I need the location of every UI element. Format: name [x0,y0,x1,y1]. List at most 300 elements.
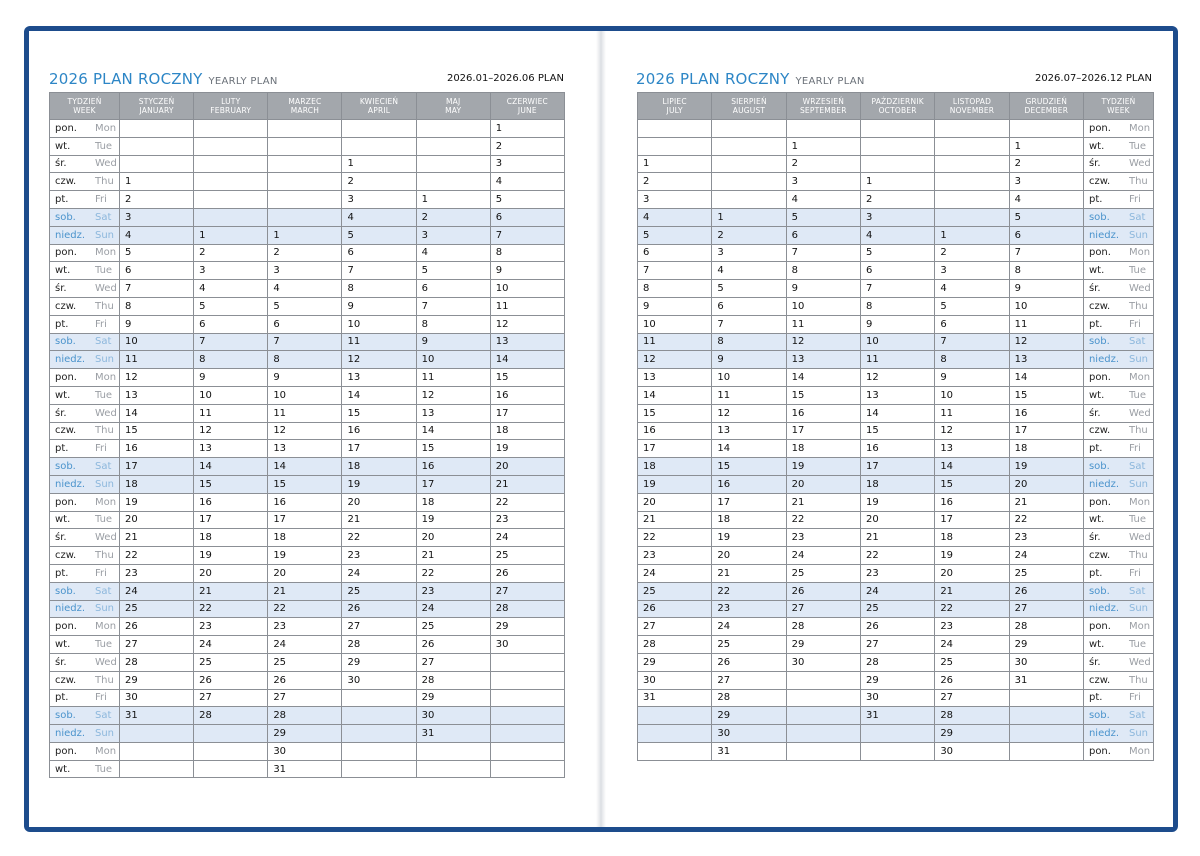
date-cell[interactable]: 9 [490,262,564,280]
date-cell[interactable]: 9 [268,369,342,387]
date-cell[interactable]: 2 [416,208,490,226]
date-cell[interactable] [342,760,416,778]
date-cell[interactable]: 9 [712,351,786,369]
date-cell[interactable] [712,137,786,155]
date-cell[interactable]: 3 [268,262,342,280]
date-cell[interactable]: 22 [120,547,194,565]
date-cell[interactable]: 5 [638,226,712,244]
date-cell[interactable] [935,191,1009,209]
date-cell[interactable]: 5 [1009,208,1083,226]
date-cell[interactable] [490,689,564,707]
date-cell[interactable]: 26 [268,671,342,689]
date-cell[interactable]: 10 [1009,297,1083,315]
date-cell[interactable]: 23 [712,600,786,618]
date-cell[interactable]: 22 [342,529,416,547]
date-cell[interactable] [268,191,342,209]
date-cell[interactable]: 26 [490,564,564,582]
date-cell[interactable] [1009,707,1083,725]
date-cell[interactable] [120,742,194,760]
date-cell[interactable]: 12 [786,333,860,351]
date-cell[interactable]: 17 [638,440,712,458]
date-cell[interactable]: 22 [786,511,860,529]
date-cell[interactable]: 18 [342,458,416,476]
date-cell[interactable]: 15 [786,386,860,404]
date-cell[interactable]: 11 [1009,315,1083,333]
date-cell[interactable]: 1 [1009,137,1083,155]
date-cell[interactable]: 25 [342,582,416,600]
date-cell[interactable]: 14 [712,440,786,458]
date-cell[interactable]: 1 [416,191,490,209]
date-cell[interactable] [860,137,934,155]
date-cell[interactable]: 18 [1009,440,1083,458]
date-cell[interactable]: 6 [786,226,860,244]
date-cell[interactable]: 31 [860,707,934,725]
date-cell[interactable]: 11 [416,369,490,387]
date-cell[interactable]: 3 [490,155,564,173]
date-cell[interactable] [935,208,1009,226]
date-cell[interactable]: 13 [120,386,194,404]
date-cell[interactable]: 21 [860,529,934,547]
date-cell[interactable]: 23 [490,511,564,529]
date-cell[interactable]: 7 [1009,244,1083,262]
date-cell[interactable]: 4 [416,244,490,262]
date-cell[interactable]: 24 [786,547,860,565]
date-cell[interactable]: 11 [120,351,194,369]
date-cell[interactable]: 30 [860,689,934,707]
date-cell[interactable]: 29 [416,689,490,707]
date-cell[interactable]: 18 [638,458,712,476]
date-cell[interactable]: 12 [342,351,416,369]
date-cell[interactable]: 25 [268,653,342,671]
date-cell[interactable]: 8 [1009,262,1083,280]
date-cell[interactable]: 29 [860,671,934,689]
date-cell[interactable]: 13 [416,404,490,422]
date-cell[interactable]: 4 [1009,191,1083,209]
date-cell[interactable] [120,137,194,155]
date-cell[interactable]: 22 [712,582,786,600]
date-cell[interactable]: 2 [268,244,342,262]
date-cell[interactable]: 15 [268,475,342,493]
date-cell[interactable] [786,120,860,138]
date-cell[interactable]: 23 [786,529,860,547]
date-cell[interactable] [194,191,268,209]
date-cell[interactable]: 13 [860,386,934,404]
date-cell[interactable]: 18 [786,440,860,458]
date-cell[interactable]: 24 [120,582,194,600]
date-cell[interactable]: 27 [416,653,490,671]
date-cell[interactable]: 3 [638,191,712,209]
date-cell[interactable]: 24 [342,564,416,582]
date-cell[interactable]: 9 [194,369,268,387]
date-cell[interactable]: 14 [120,404,194,422]
date-cell[interactable]: 5 [935,297,1009,315]
date-cell[interactable]: 13 [638,369,712,387]
date-cell[interactable]: 11 [935,404,1009,422]
date-cell[interactable]: 7 [120,280,194,298]
date-cell[interactable]: 19 [416,511,490,529]
date-cell[interactable] [786,689,860,707]
date-cell[interactable]: 8 [416,315,490,333]
date-cell[interactable] [120,120,194,138]
date-cell[interactable]: 6 [935,315,1009,333]
date-cell[interactable] [860,155,934,173]
date-cell[interactable] [342,137,416,155]
date-cell[interactable] [268,120,342,138]
date-cell[interactable]: 5 [120,244,194,262]
date-cell[interactable] [860,725,934,743]
date-cell[interactable]: 30 [268,742,342,760]
date-cell[interactable]: 28 [786,618,860,636]
date-cell[interactable]: 16 [712,475,786,493]
date-cell[interactable] [638,725,712,743]
date-cell[interactable]: 21 [416,547,490,565]
date-cell[interactable]: 5 [416,262,490,280]
date-cell[interactable]: 4 [268,280,342,298]
date-cell[interactable]: 11 [342,333,416,351]
date-cell[interactable]: 4 [342,208,416,226]
date-cell[interactable] [1009,742,1083,760]
date-cell[interactable] [268,173,342,191]
date-cell[interactable]: 6 [638,244,712,262]
date-cell[interactable]: 3 [712,244,786,262]
date-cell[interactable]: 30 [342,671,416,689]
date-cell[interactable]: 27 [712,671,786,689]
date-cell[interactable]: 2 [712,226,786,244]
date-cell[interactable] [712,191,786,209]
date-cell[interactable]: 17 [194,511,268,529]
date-cell[interactable]: 31 [120,707,194,725]
date-cell[interactable] [786,707,860,725]
date-cell[interactable]: 11 [786,315,860,333]
date-cell[interactable]: 29 [490,618,564,636]
date-cell[interactable] [342,725,416,743]
date-cell[interactable]: 4 [194,280,268,298]
date-cell[interactable]: 21 [1009,493,1083,511]
date-cell[interactable]: 10 [860,333,934,351]
date-cell[interactable]: 29 [1009,636,1083,654]
date-cell[interactable]: 20 [1009,475,1083,493]
date-cell[interactable]: 24 [194,636,268,654]
date-cell[interactable]: 6 [860,262,934,280]
date-cell[interactable] [860,120,934,138]
date-cell[interactable]: 21 [194,582,268,600]
date-cell[interactable]: 19 [638,475,712,493]
date-cell[interactable]: 12 [935,422,1009,440]
date-cell[interactable]: 7 [935,333,1009,351]
date-cell[interactable]: 13 [490,333,564,351]
date-cell[interactable]: 17 [268,511,342,529]
date-cell[interactable]: 14 [1009,369,1083,387]
date-cell[interactable]: 30 [120,689,194,707]
date-cell[interactable]: 10 [638,315,712,333]
date-cell[interactable]: 6 [416,280,490,298]
date-cell[interactable]: 24 [268,636,342,654]
date-cell[interactable]: 26 [638,600,712,618]
date-cell[interactable]: 9 [342,297,416,315]
date-cell[interactable]: 4 [490,173,564,191]
date-cell[interactable]: 16 [120,440,194,458]
date-cell[interactable]: 4 [638,208,712,226]
date-cell[interactable]: 17 [935,511,1009,529]
date-cell[interactable]: 14 [860,404,934,422]
date-cell[interactable]: 3 [786,173,860,191]
date-cell[interactable]: 9 [638,297,712,315]
date-cell[interactable]: 30 [490,636,564,654]
date-cell[interactable] [416,742,490,760]
date-cell[interactable]: 27 [194,689,268,707]
date-cell[interactable]: 29 [638,653,712,671]
date-cell[interactable]: 23 [268,618,342,636]
date-cell[interactable] [268,137,342,155]
date-cell[interactable] [194,120,268,138]
date-cell[interactable]: 24 [490,529,564,547]
date-cell[interactable]: 5 [786,208,860,226]
date-cell[interactable]: 25 [1009,564,1083,582]
date-cell[interactable]: 7 [194,333,268,351]
date-cell[interactable]: 14 [342,386,416,404]
date-cell[interactable]: 1 [860,173,934,191]
date-cell[interactable]: 28 [342,636,416,654]
date-cell[interactable]: 15 [1009,386,1083,404]
date-cell[interactable]: 25 [490,547,564,565]
date-cell[interactable] [194,742,268,760]
date-cell[interactable]: 28 [120,653,194,671]
date-cell[interactable]: 30 [935,742,1009,760]
date-cell[interactable]: 18 [120,475,194,493]
date-cell[interactable]: 28 [935,707,1009,725]
date-cell[interactable]: 5 [342,226,416,244]
date-cell[interactable]: 6 [268,315,342,333]
date-cell[interactable]: 28 [638,636,712,654]
date-cell[interactable]: 13 [1009,351,1083,369]
date-cell[interactable]: 22 [194,600,268,618]
date-cell[interactable]: 21 [935,582,1009,600]
date-cell[interactable] [1009,689,1083,707]
date-cell[interactable]: 27 [120,636,194,654]
date-cell[interactable]: 23 [194,618,268,636]
date-cell[interactable]: 31 [268,760,342,778]
date-cell[interactable] [638,120,712,138]
date-cell[interactable]: 22 [638,529,712,547]
date-cell[interactable]: 3 [120,208,194,226]
date-cell[interactable]: 24 [416,600,490,618]
date-cell[interactable]: 27 [490,582,564,600]
date-cell[interactable]: 29 [268,725,342,743]
date-cell[interactable]: 4 [120,226,194,244]
date-cell[interactable] [194,173,268,191]
date-cell[interactable]: 22 [935,600,1009,618]
date-cell[interactable]: 23 [416,582,490,600]
date-cell[interactable] [194,208,268,226]
date-cell[interactable]: 20 [935,564,1009,582]
date-cell[interactable]: 23 [638,547,712,565]
date-cell[interactable]: 18 [416,493,490,511]
date-cell[interactable] [1009,725,1083,743]
date-cell[interactable] [416,120,490,138]
date-cell[interactable]: 11 [268,404,342,422]
date-cell[interactable]: 4 [712,262,786,280]
date-cell[interactable]: 15 [342,404,416,422]
date-cell[interactable]: 8 [194,351,268,369]
date-cell[interactable]: 5 [194,297,268,315]
date-cell[interactable]: 27 [860,636,934,654]
date-cell[interactable]: 26 [712,653,786,671]
date-cell[interactable]: 31 [1009,671,1083,689]
date-cell[interactable]: 1 [638,155,712,173]
date-cell[interactable]: 15 [490,369,564,387]
date-cell[interactable]: 6 [194,315,268,333]
date-cell[interactable] [416,155,490,173]
date-cell[interactable]: 19 [490,440,564,458]
date-cell[interactable]: 11 [638,333,712,351]
date-cell[interactable]: 30 [1009,653,1083,671]
date-cell[interactable]: 3 [935,262,1009,280]
date-cell[interactable]: 16 [194,493,268,511]
date-cell[interactable]: 31 [416,725,490,743]
date-cell[interactable]: 14 [194,458,268,476]
date-cell[interactable]: 3 [860,208,934,226]
date-cell[interactable]: 17 [712,493,786,511]
date-cell[interactable]: 2 [860,191,934,209]
date-cell[interactable] [268,155,342,173]
date-cell[interactable]: 29 [342,653,416,671]
date-cell[interactable] [490,742,564,760]
date-cell[interactable]: 1 [268,226,342,244]
date-cell[interactable] [490,671,564,689]
date-cell[interactable]: 14 [638,386,712,404]
date-cell[interactable] [342,120,416,138]
date-cell[interactable]: 13 [712,422,786,440]
date-cell[interactable] [416,173,490,191]
date-cell[interactable]: 27 [935,689,1009,707]
date-cell[interactable]: 20 [120,511,194,529]
date-cell[interactable] [786,671,860,689]
date-cell[interactable]: 1 [120,173,194,191]
date-cell[interactable]: 1 [935,226,1009,244]
date-cell[interactable]: 16 [416,458,490,476]
date-cell[interactable]: 20 [194,564,268,582]
date-cell[interactable]: 28 [712,689,786,707]
date-cell[interactable] [638,707,712,725]
date-cell[interactable]: 2 [194,244,268,262]
date-cell[interactable] [638,137,712,155]
date-cell[interactable]: 18 [860,475,934,493]
date-cell[interactable]: 10 [712,369,786,387]
date-cell[interactable] [120,725,194,743]
date-cell[interactable] [416,760,490,778]
date-cell[interactable]: 7 [268,333,342,351]
date-cell[interactable]: 30 [712,725,786,743]
date-cell[interactable]: 9 [416,333,490,351]
date-cell[interactable]: 21 [786,493,860,511]
date-cell[interactable]: 17 [416,475,490,493]
date-cell[interactable]: 12 [860,369,934,387]
date-cell[interactable]: 15 [712,458,786,476]
date-cell[interactable]: 26 [194,671,268,689]
date-cell[interactable]: 25 [786,564,860,582]
date-cell[interactable]: 26 [935,671,1009,689]
date-cell[interactable]: 29 [712,707,786,725]
date-cell[interactable]: 12 [1009,333,1083,351]
date-cell[interactable]: 28 [416,671,490,689]
date-cell[interactable]: 13 [786,351,860,369]
date-cell[interactable]: 20 [638,493,712,511]
date-cell[interactable]: 19 [342,475,416,493]
date-cell[interactable]: 17 [120,458,194,476]
date-cell[interactable]: 2 [120,191,194,209]
date-cell[interactable]: 18 [268,529,342,547]
date-cell[interactable]: 8 [860,297,934,315]
date-cell[interactable]: 25 [194,653,268,671]
date-cell[interactable]: 15 [194,475,268,493]
date-cell[interactable]: 30 [416,707,490,725]
date-cell[interactable]: 29 [120,671,194,689]
date-cell[interactable]: 15 [935,475,1009,493]
date-cell[interactable] [712,155,786,173]
date-cell[interactable]: 7 [342,262,416,280]
date-cell[interactable]: 16 [860,440,934,458]
date-cell[interactable]: 27 [638,618,712,636]
date-cell[interactable]: 10 [194,386,268,404]
date-cell[interactable]: 25 [860,600,934,618]
date-cell[interactable]: 18 [194,529,268,547]
date-cell[interactable]: 9 [1009,280,1083,298]
date-cell[interactable]: 15 [860,422,934,440]
date-cell[interactable]: 25 [638,582,712,600]
date-cell[interactable] [120,155,194,173]
date-cell[interactable]: 19 [860,493,934,511]
date-cell[interactable]: 3 [1009,173,1083,191]
date-cell[interactable]: 25 [120,600,194,618]
date-cell[interactable]: 26 [120,618,194,636]
date-cell[interactable]: 17 [490,404,564,422]
date-cell[interactable]: 10 [342,315,416,333]
date-cell[interactable]: 12 [268,422,342,440]
date-cell[interactable]: 10 [490,280,564,298]
date-cell[interactable]: 12 [120,369,194,387]
date-cell[interactable]: 5 [860,244,934,262]
date-cell[interactable] [638,742,712,760]
date-cell[interactable]: 1 [194,226,268,244]
date-cell[interactable]: 25 [416,618,490,636]
date-cell[interactable]: 20 [712,547,786,565]
date-cell[interactable]: 18 [490,422,564,440]
date-cell[interactable]: 12 [490,315,564,333]
date-cell[interactable]: 19 [194,547,268,565]
date-cell[interactable]: 7 [490,226,564,244]
date-cell[interactable]: 8 [490,244,564,262]
date-cell[interactable]: 8 [268,351,342,369]
date-cell[interactable]: 24 [712,618,786,636]
date-cell[interactable]: 9 [786,280,860,298]
date-cell[interactable]: 21 [490,475,564,493]
date-cell[interactable]: 28 [1009,618,1083,636]
date-cell[interactable]: 26 [416,636,490,654]
date-cell[interactable]: 21 [342,511,416,529]
date-cell[interactable]: 8 [712,333,786,351]
date-cell[interactable]: 24 [638,564,712,582]
date-cell[interactable]: 10 [120,333,194,351]
date-cell[interactable]: 6 [342,244,416,262]
date-cell[interactable]: 23 [860,564,934,582]
date-cell[interactable]: 24 [860,582,934,600]
date-cell[interactable]: 7 [860,280,934,298]
date-cell[interactable]: 2 [490,137,564,155]
date-cell[interactable]: 2 [342,173,416,191]
date-cell[interactable] [268,208,342,226]
date-cell[interactable] [786,742,860,760]
date-cell[interactable] [194,137,268,155]
